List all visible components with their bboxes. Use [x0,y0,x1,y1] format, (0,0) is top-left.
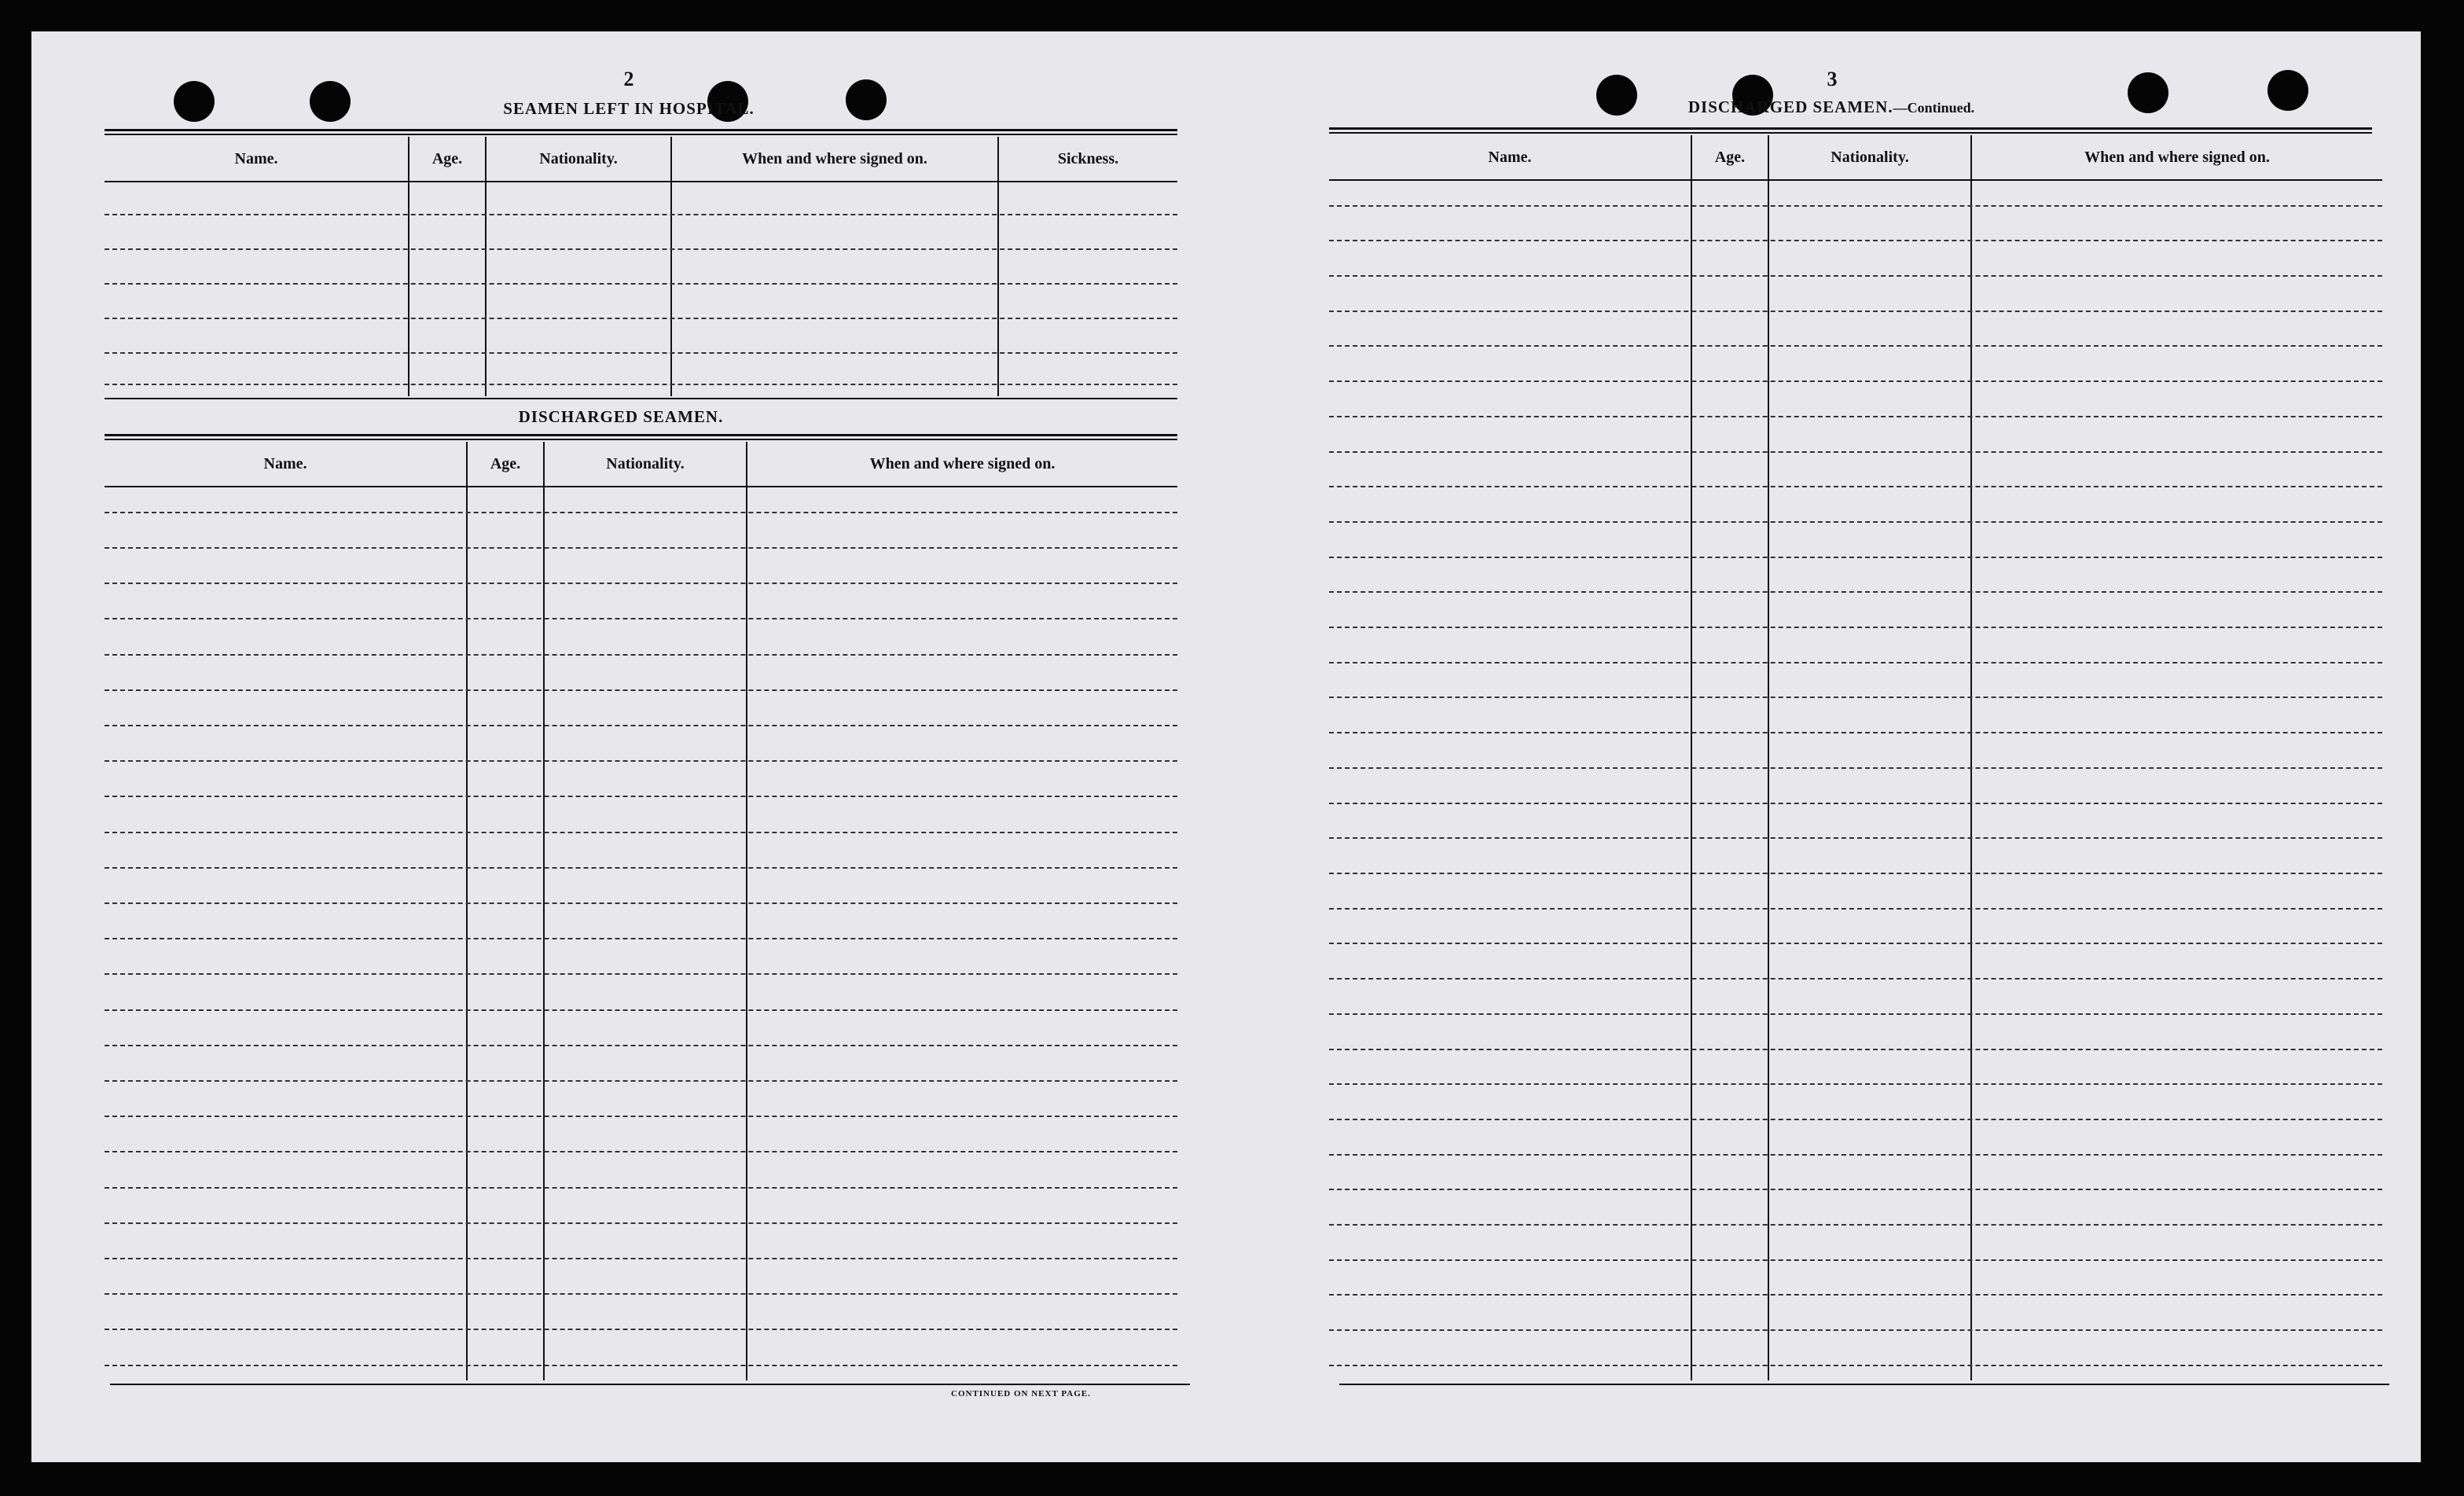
blank-entry-row [105,1151,1177,1152]
column-header-age: Age. [1714,148,1746,166]
blank-entry-row [105,725,1177,726]
column-header-nationality: Nationality. [539,149,618,167]
blank-entry-row [1329,486,2382,487]
blank-entry-row [105,248,1177,250]
blank-entry-row [1329,591,2382,593]
column-header-signed-on: When and where signed on. [2084,148,2270,166]
blank-entry-row [105,938,1177,939]
heading-continued: —Continued. [1893,100,1975,116]
header-rule [1329,179,2382,181]
continued-note: CONTINUED ON NEXT PAGE. [951,1389,1091,1399]
blank-entry-row [105,583,1177,584]
column-divider [997,137,999,396]
column-divider [408,137,409,396]
blank-entry-row [1329,380,2382,382]
left-page [31,31,1226,1462]
blank-entry-row [105,1293,1177,1295]
blank-entry-row [1329,1119,2382,1120]
column-header-sickness: Sickness. [1057,149,1119,167]
header-rule [105,486,1177,487]
column-divider [670,137,672,396]
blank-entry-row [1329,311,2382,312]
column-header-age: Age. [490,454,521,472]
heading-text: DISCHARGED SEAMEN. [1687,97,1893,116]
page-number: 3 [1827,68,1838,90]
blank-entry-row [1329,1049,2382,1050]
discharged-continued-table [1329,135,2382,1380]
blank-entry-row [1329,697,2382,698]
blank-entry-row [1329,1294,2382,1296]
blank-entry-row [105,1009,1177,1011]
blank-entry-row [1329,837,2382,839]
blank-entry-row [1329,1013,2382,1015]
blank-entry-row [1329,1259,2382,1261]
hospital-table [105,137,1177,396]
blank-entry-row [1329,662,2382,663]
column-divider [1691,135,1692,1380]
blank-entry-row [105,1222,1177,1224]
blank-entry-row [105,1187,1177,1189]
table-bottom-rule [1339,1384,2389,1385]
column-header-signed-on: When and where signed on. [869,454,1056,472]
blank-entry-row [1329,1154,2382,1156]
blank-entry-row [1329,275,2382,277]
header-rule [105,181,1177,182]
blank-entry-row [105,1116,1177,1117]
blank-entry-row [1329,978,2382,980]
blank-entry-row [1329,1224,2382,1226]
blank-entry-row [105,654,1177,656]
blank-entry-row [105,973,1177,975]
discharged-table [105,442,1177,1380]
blank-entry-row [1329,521,2382,523]
column-header-age: Age. [431,149,463,167]
blank-entry-row [105,832,1177,833]
blank-entry-row [105,618,1177,619]
blank-entry-row [105,902,1177,904]
blank-entry-row [1329,416,2382,417]
blank-entry-row [1329,1329,2382,1331]
blank-entry-row [1329,240,2382,241]
column-header-nationality: Nationality. [1831,148,1909,166]
column-divider [485,137,487,396]
blank-entry-row [105,384,1177,385]
blank-entry-row [1329,451,2382,453]
column-header-nationality: Nationality. [606,454,685,472]
blank-entry-row [1329,1189,2382,1190]
blank-entry-row [105,1365,1177,1366]
blank-entry-row [1329,627,2382,628]
blank-entry-row [105,283,1177,285]
blank-entry-row [1329,767,2382,769]
blank-entry-row [105,1329,1177,1330]
page-number: 2 [623,68,634,90]
hospital-heading: SEAMEN LEFT IN HOSPITAL. [503,99,755,118]
blank-entry-row [1329,1365,2382,1366]
blank-entry-row [105,867,1177,869]
blank-entry-row [1329,732,2382,733]
blank-entry-row [105,1258,1177,1259]
blank-entry-row [1329,205,2382,207]
document-sheet [31,31,2421,1462]
discharged-continued-heading [1643,97,2020,117]
right-page [1226,31,2421,1462]
blank-entry-row [1329,1083,2382,1085]
blank-entry-row [1329,943,2382,944]
blank-entry-row [105,760,1177,762]
column-header-name: Name. [234,149,278,167]
blank-entry-row [105,214,1177,215]
heading-rule [105,434,1177,440]
blank-entry-row [1329,803,2382,804]
blank-entry-row [105,352,1177,354]
blank-entry-row [105,1045,1177,1046]
column-divider [1768,135,1769,1380]
section-end-rule [105,398,1177,399]
column-header-name: Name. [263,454,307,472]
heading-rule [105,129,1177,135]
table-bottom-rule [110,1384,1190,1385]
column-divider [1970,135,1972,1380]
blank-entry-row [1329,908,2382,910]
blank-entry-row [105,1080,1177,1082]
blank-entry-row [1329,873,2382,874]
column-header-signed-on: When and where signed on. [742,149,927,167]
blank-entry-row [105,318,1177,319]
discharged-heading: DISCHARGED SEAMEN. [518,407,724,426]
blank-entry-row [1329,345,2382,347]
blank-entry-row [105,512,1177,513]
blank-entry-row [1329,557,2382,558]
blank-entry-row [105,689,1177,691]
heading-rule [1329,127,2372,134]
blank-entry-row [105,796,1177,797]
blank-entry-row [105,547,1177,549]
column-header-name: Name. [1488,148,1532,166]
